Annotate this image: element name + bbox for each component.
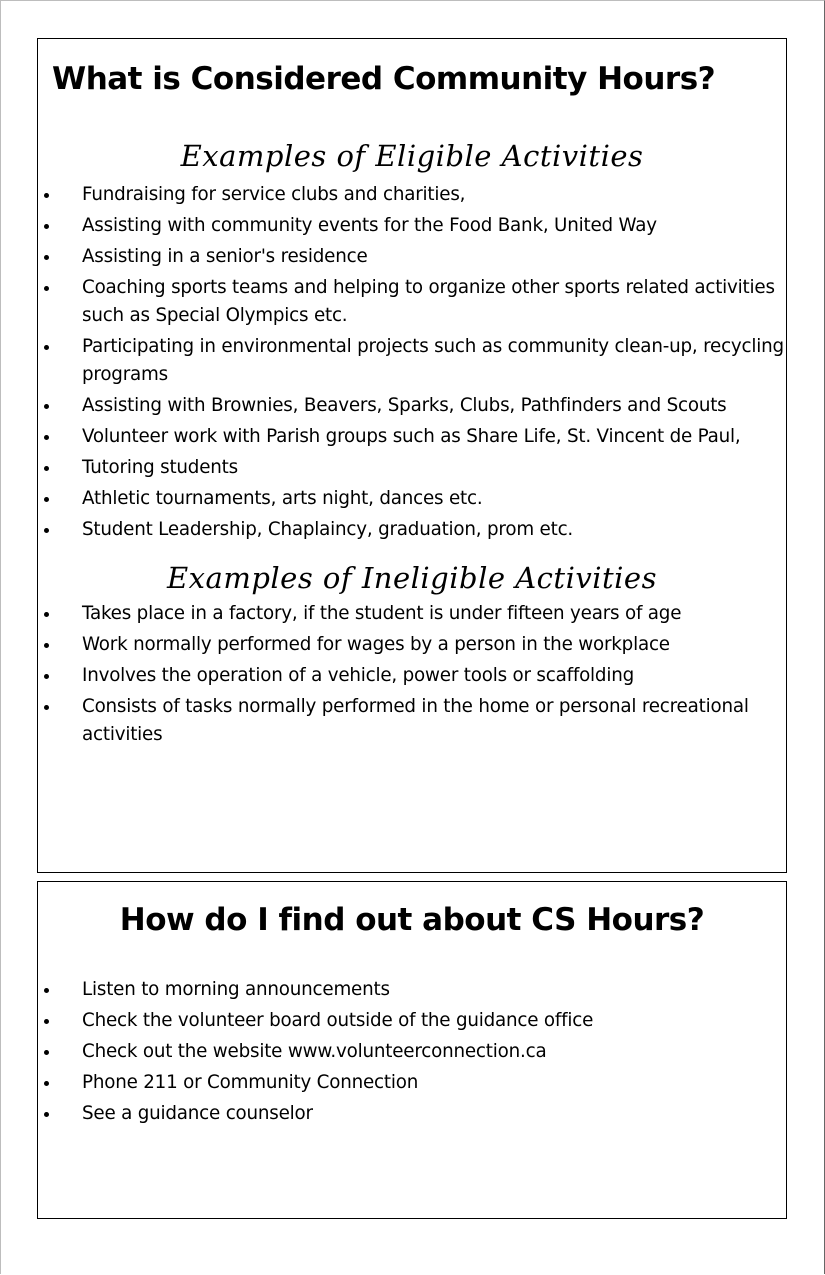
list-item: [38, 631, 786, 659]
list-item-text: Assisting with community events for the Food Bank, United Way: [82, 215, 657, 236]
list-item: [38, 392, 786, 420]
bullet-icon: [44, 286, 49, 291]
list-item-text: Work normally performed for wages by a person in the workplace: [82, 634, 670, 655]
list-item-text: Fundraising for service clubs and charities,: [82, 184, 466, 205]
bullet-icon: [44, 643, 49, 648]
bullet-icon: [44, 193, 49, 198]
bullet-icon: [44, 224, 49, 229]
list-item: [38, 976, 786, 1004]
eligible-list: [38, 181, 786, 544]
list-item-text: Consists of tasks normally performed in the home or personal recreational activities: [82, 696, 749, 745]
section-title: What is Considered Community Hours?: [52, 61, 716, 97]
list-item: [38, 1100, 786, 1128]
list-item-text: Listen to morning announcements: [82, 979, 390, 1000]
list-item: [38, 274, 786, 330]
bullet-icon: [44, 705, 49, 710]
list-item-text: Coaching sports teams and helping to organize other sports related activities such as Special Olympics etc.: [82, 277, 775, 326]
list-item: [38, 1007, 786, 1035]
list-item: [38, 212, 786, 240]
list-item: [38, 1069, 786, 1097]
list-item: [38, 423, 786, 451]
list-item: [38, 693, 786, 749]
list-item-text: Tutoring students: [82, 457, 238, 478]
bullet-icon: [44, 466, 49, 471]
list-item: [38, 181, 786, 209]
list-item: [38, 333, 786, 389]
list-item-text: Assisting in a senior's residence: [82, 246, 368, 267]
list-item-text: Check the volunteer board outside of the guidance office: [82, 1010, 594, 1031]
list-item-text: Athletic tournaments, arts night, dances etc.: [82, 488, 483, 509]
bullet-icon: [44, 674, 49, 679]
bullet-icon: [44, 497, 49, 502]
bullet-icon: [44, 404, 49, 409]
list-item-text: Takes place in a factory, if the student is under fifteen years of age: [82, 603, 682, 624]
bullet-icon: [44, 345, 49, 350]
bullet-icon: [44, 528, 49, 533]
bullet-icon: [44, 1050, 49, 1055]
bullet-icon: [44, 1112, 49, 1117]
list-item: [38, 454, 786, 482]
section-title: How do I find out about CS Hours?: [119, 902, 705, 938]
eligible-heading: Examples of Eligible Activities: [180, 139, 644, 173]
bullet-icon: [44, 255, 49, 260]
community-hours-section: [37, 38, 787, 873]
list-item-text: Assisting with Brownies, Beavers, Sparks, Clubs, Pathfinders and Scouts: [82, 395, 727, 416]
list-item: [38, 516, 786, 544]
list-item-text: Student Leadership, Chaplaincy, graduation, prom etc.: [82, 519, 574, 540]
list-item: [38, 243, 786, 271]
bullet-icon: [44, 988, 49, 993]
bullet-icon: [44, 1081, 49, 1086]
bullet-icon: [44, 1019, 49, 1024]
bullet-icon: [44, 435, 49, 440]
list-item: [38, 600, 786, 628]
bullet-icon: [44, 612, 49, 617]
list-item-text: Check out the website www.volunteerconnection.ca: [82, 1041, 547, 1062]
ineligible-heading: Examples of Ineligible Activities: [167, 561, 657, 595]
list-item: [38, 662, 786, 690]
list-item-text: Involves the operation of a vehicle, power tools or scaffolding: [82, 665, 635, 686]
list-item: [38, 1038, 786, 1066]
list-item: [38, 485, 786, 513]
list-item-text: Participating in environmental projects such as community clean-up, recycling programs: [82, 336, 784, 385]
list-item-text: Volunteer work with Parish groups such as Share Life, St. Vincent de Paul,: [82, 426, 741, 447]
list-item-text: See a guidance counselor: [82, 1103, 313, 1124]
find-cs-hours-section: [37, 881, 787, 1219]
find-hours-list: [38, 976, 786, 1128]
ineligible-list: [38, 600, 786, 749]
list-item-text: Phone 211 or Community Connection: [82, 1072, 419, 1093]
